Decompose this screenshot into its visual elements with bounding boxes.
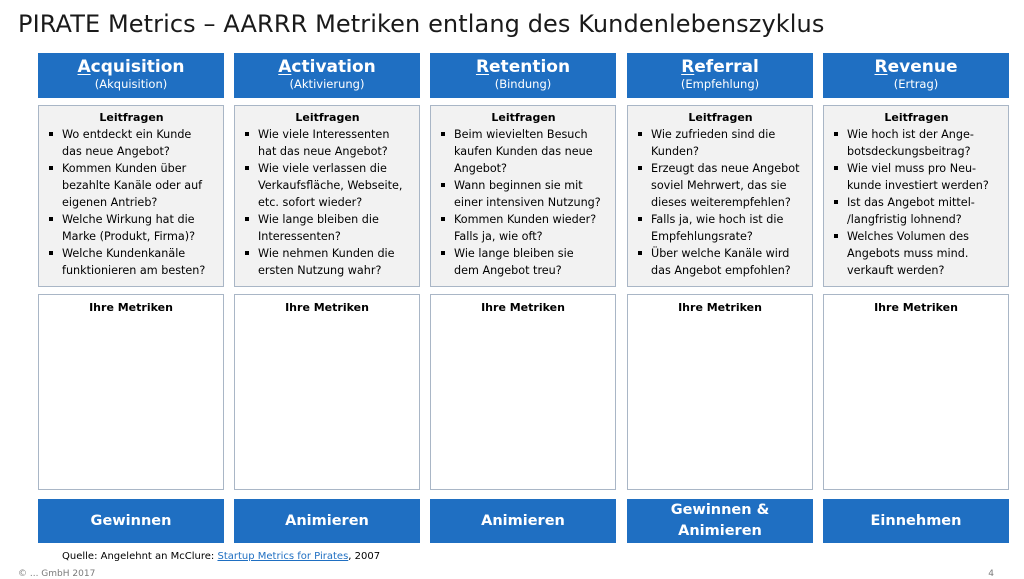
metrics-title: Ihre Metriken (874, 301, 958, 314)
question-item: Erzeugt das neue Angebot soviel Mehrwert, das sie dieses weiterempfehlen? (634, 160, 807, 211)
leitfragen-box (38, 105, 224, 287)
question-item: Wie lange bleiben sie dem Angebot treu? (437, 245, 610, 279)
leitfragen-title: Leitfragen (884, 111, 949, 124)
stage-initial: A (278, 57, 292, 77)
question-item: Wie viele verlassen die Verkaufsfläche, Webseite, etc. sofort wieder? (241, 160, 414, 211)
question-item: Wie viele Interessenten hat das neue Angebot? (241, 126, 414, 160)
question-item: Wie zufrieden sind die Kunden? (634, 126, 807, 160)
metrics-box[interactable] (430, 294, 616, 490)
stage-subtitle: (Aktivierung) (289, 77, 365, 91)
question-list (634, 126, 807, 279)
stage-subtitle: (Bindung) (494, 77, 552, 91)
question-item: Wie hoch ist der Ange- botsdeckungsbeitrag? (830, 126, 1003, 160)
question-item: Kommen Kunden wieder? Falls ja, wie oft? (437, 211, 610, 245)
leitfragen-box (627, 105, 813, 287)
stage-subtitle: (Empfehlung) (680, 77, 760, 91)
stage-initial: R (681, 57, 695, 77)
metrics-title: Ihre Metriken (285, 301, 369, 314)
stage-name (823, 57, 1009, 77)
leitfragen-box (234, 105, 420, 287)
stage-header-retention (430, 53, 616, 98)
stage-subtitle: (Ertrag) (893, 77, 939, 91)
leitfragen-title: Leitfragen (99, 111, 164, 124)
question-item: Falls ja, wie hoch ist die Empfehlungsrate? (634, 211, 807, 245)
stage-footer-button: Gewinnen (38, 499, 224, 543)
stage-name-rest: ctivation (291, 57, 376, 77)
source-suffix: , 2007 (348, 551, 381, 562)
question-list (241, 126, 414, 279)
question-item: Welche Wirkung hat die Marke (Produkt, Firma)? (45, 211, 218, 245)
stage-subtitle: (Akquisition) (94, 77, 168, 91)
question-list (437, 126, 610, 279)
stage-header-activation (234, 53, 420, 98)
source-prefix: Quelle: Angelehnt an McClure: (62, 551, 218, 562)
question-list (830, 126, 1003, 279)
question-item: Kommen Kunden über bezahlte Kanäle oder auf eigenen Antrieb? (45, 160, 218, 211)
source-link[interactable]: Startup Metrics for Pirates (217, 551, 349, 562)
question-item: Beim wievielten Besuch kaufen Kunden das neue Angebot? (437, 126, 610, 177)
question-item: Wie viel muss pro Neu- kunde investiert werden? (830, 160, 1003, 194)
stage-footer-button: Animieren (430, 499, 616, 543)
question-list (45, 126, 218, 279)
question-item: Welches Volumen des Angebots muss mind. verkauft werden? (830, 228, 1003, 279)
question-item: Wie nehmen Kunden die ersten Nutzung wahr? (241, 245, 414, 279)
question-item: Wie lange bleiben die Interessenten? (241, 211, 414, 245)
stage-name-rest: eferral (694, 57, 759, 77)
source-note (62, 551, 380, 562)
stage-header-acquisition (38, 53, 224, 98)
leitfragen-box (430, 105, 616, 287)
stage-name (627, 57, 813, 77)
question-item: Wo entdeckt ein Kunde das neue Angebot? (45, 126, 218, 160)
stage-initial: R (874, 57, 888, 77)
stage-footer-button: Einnehmen (823, 499, 1009, 543)
stage-name-rest: etention (489, 57, 571, 77)
stage-header-revenue (823, 53, 1009, 98)
page-number: 4 (988, 569, 994, 579)
page-title: PIRATE Metrics – AARRR Metriken entlang des Kundenlebenszyklus (18, 10, 825, 38)
stage-name (430, 57, 616, 77)
leitfragen-title: Leitfragen (688, 111, 753, 124)
question-item: Wann beginnen sie mit einer intensiven Nutzung? (437, 177, 610, 211)
question-item: Welche Kundenkanäle funktionieren am besten? (45, 245, 218, 279)
metrics-title: Ihre Metriken (89, 301, 173, 314)
stage-header-referral (627, 53, 813, 98)
stage-footer-button: Animieren (234, 499, 420, 543)
stage-initial: A (77, 57, 91, 77)
question-item: Über welche Kanäle wird das Angebot empfohlen? (634, 245, 807, 279)
stage-name-rest: evenue (887, 57, 958, 77)
stage-name (234, 57, 420, 77)
question-item: Ist das Angebot mittel- /langfristig lohnend? (830, 194, 1003, 228)
metrics-title: Ihre Metriken (678, 301, 762, 314)
stage-footer-button: Gewinnen & Animieren (627, 499, 813, 543)
leitfragen-title: Leitfragen (491, 111, 556, 124)
copyright-footer: © ... GmbH 2017 (18, 569, 96, 579)
leitfragen-title: Leitfragen (295, 111, 360, 124)
stage-initial: R (475, 57, 490, 77)
stage-name-rest: cquisition (90, 57, 185, 77)
metrics-box[interactable] (234, 294, 420, 490)
stage-name (38, 57, 224, 77)
metrics-title: Ihre Metriken (481, 301, 565, 314)
metrics-box[interactable] (38, 294, 224, 490)
metrics-box[interactable] (627, 294, 813, 490)
leitfragen-box (823, 105, 1009, 287)
metrics-box[interactable] (823, 294, 1009, 490)
